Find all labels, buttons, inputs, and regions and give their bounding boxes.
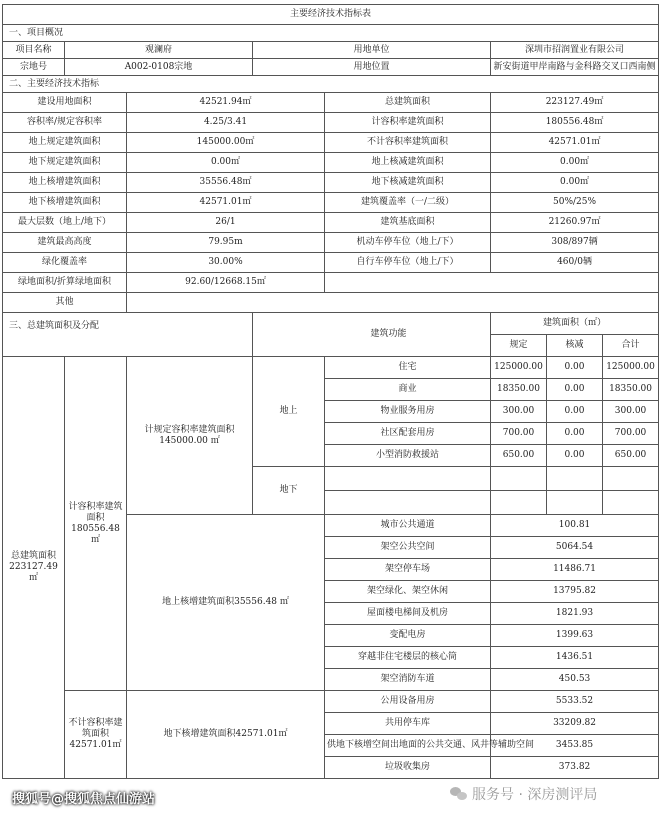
value-area: 5064.54 bbox=[491, 537, 659, 559]
value-area: 3453.85 bbox=[491, 735, 659, 757]
indicator-label: 自行车停车位（地上/下） bbox=[325, 253, 491, 273]
function-name: 供地下核增空间出地面的公共交通、风井等辅助空间 bbox=[325, 735, 491, 757]
col-header-total: 合计 bbox=[603, 335, 659, 357]
wechat-icon bbox=[450, 787, 468, 801]
indicator-label: 建筑覆盖率（一/二级） bbox=[325, 193, 491, 213]
value-deduct: 0.00 bbox=[547, 379, 603, 401]
function-name: 共用停车库 bbox=[325, 713, 491, 735]
function-name: 公用设备用房 bbox=[325, 691, 491, 713]
indicator-label: 建筑基底面积 bbox=[325, 213, 491, 233]
area-header: 建筑面积（㎡） bbox=[491, 313, 659, 335]
value-area: 11486.71 bbox=[491, 559, 659, 581]
function-name: 架空绿化、架空休闲 bbox=[325, 581, 491, 603]
function-name: 小型消防救援站 bbox=[325, 445, 491, 467]
indicator-value: 460/0辆 bbox=[491, 253, 659, 273]
land-location-value: 新安街道甲岸南路与金科路交叉口西南侧 bbox=[491, 59, 659, 76]
non-far-area-label: 不计容积率建筑面积 42571.01㎡ bbox=[65, 691, 127, 779]
watermark-right-text: 服务号 · 深房测评局 bbox=[472, 787, 598, 803]
far-area-label: 计容积率建筑面积 180556.48㎡ bbox=[65, 357, 127, 691]
function-name: 垃圾收集房 bbox=[325, 757, 491, 779]
other-label: 其他 bbox=[3, 293, 127, 313]
function-name: 穿越非住宅楼层的核心筒 bbox=[325, 647, 491, 669]
value-rule: 700.00 bbox=[491, 423, 547, 445]
green-area-value: 92.60/12668.15㎡ bbox=[127, 273, 325, 293]
value-deduct: 0.00 bbox=[547, 423, 603, 445]
function-name: 城市公共通道 bbox=[325, 515, 491, 537]
value-area: 13795.82 bbox=[491, 581, 659, 603]
value-area: 33209.82 bbox=[491, 713, 659, 735]
indicator-value: 42571.01㎡ bbox=[127, 193, 325, 213]
value-deduct: 0.00 bbox=[547, 401, 603, 423]
indicator-label: 地上规定建筑面积 bbox=[3, 133, 127, 153]
indicator-row bbox=[3, 93, 659, 113]
function-name: 架空停车场 bbox=[325, 559, 491, 581]
land-location-label: 用地位置 bbox=[253, 59, 491, 76]
below-ground-label: 地下 bbox=[253, 467, 325, 515]
project-name-value: 观澜府 bbox=[65, 42, 253, 59]
indicator-label: 不计容积率建筑面积 bbox=[325, 133, 491, 153]
value-total: 18350.00 bbox=[603, 379, 659, 401]
function-name: 商业 bbox=[325, 379, 491, 401]
value-area: 100.81 bbox=[491, 515, 659, 537]
indicator-row bbox=[3, 153, 659, 173]
indicator-value: 42571.01㎡ bbox=[491, 133, 659, 153]
indicator-row bbox=[3, 253, 659, 273]
land-unit-value: 深圳市招润置业有限公司 bbox=[491, 42, 659, 59]
value-total: 650.00 bbox=[603, 445, 659, 467]
value-rule: 125000.00 bbox=[491, 357, 547, 379]
value-rule: 300.00 bbox=[491, 401, 547, 423]
watermark-left: 搜狐号@搜狐焦点仙游站 bbox=[12, 792, 156, 807]
indicator-value: 50%/25% bbox=[491, 193, 659, 213]
indicator-value: 0.00㎡ bbox=[127, 153, 325, 173]
indicator-value: 0.00㎡ bbox=[491, 173, 659, 193]
value-area: 5533.52 bbox=[491, 691, 659, 713]
indicator-row bbox=[3, 233, 659, 253]
land-unit-label: 用地单位 bbox=[253, 42, 491, 59]
indicator-label: 地下核减建筑面积 bbox=[325, 173, 491, 193]
indicator-label: 地上核减建筑面积 bbox=[325, 153, 491, 173]
function-name: 物业服务用房 bbox=[325, 401, 491, 423]
col-header-rule: 规定 bbox=[491, 335, 547, 357]
indicator-label: 总建筑面积 bbox=[325, 93, 491, 113]
value-area: 1399.63 bbox=[491, 625, 659, 647]
watermark-right bbox=[450, 784, 597, 804]
section-1-heading: 一、项目概况 bbox=[3, 25, 659, 42]
function-name: 社区配套用房 bbox=[325, 423, 491, 445]
indicator-table bbox=[2, 4, 659, 779]
rule-area-label: 计规定容积率建筑面积 145000.00 ㎡ bbox=[127, 357, 253, 515]
table-title: 主要经济技术指标表 bbox=[3, 5, 659, 25]
indicator-value: 35556.48㎡ bbox=[127, 173, 325, 193]
value-deduct: 0.00 bbox=[547, 357, 603, 379]
distribution-row bbox=[3, 357, 659, 379]
value-area: 373.82 bbox=[491, 757, 659, 779]
function-name: 住宅 bbox=[325, 357, 491, 379]
lot-number-value: A002-0108宗地 bbox=[65, 59, 253, 76]
indicator-value: 79.95m bbox=[127, 233, 325, 253]
indicator-label: 地下规定建筑面积 bbox=[3, 153, 127, 173]
indicator-row bbox=[3, 213, 659, 233]
indicator-label: 最大层数（地上/地下） bbox=[3, 213, 127, 233]
indicator-label: 建筑最高高度 bbox=[3, 233, 127, 253]
indicator-value: 42521.94㎡ bbox=[127, 93, 325, 113]
indicator-label: 地上核增建筑面积 bbox=[3, 173, 127, 193]
add-below-label: 地下核增建筑面积42571.01㎡ bbox=[127, 691, 325, 779]
green-area-label: 绿地面积/折算绿地面积 bbox=[3, 273, 127, 293]
indicator-value: 223127.49㎡ bbox=[491, 93, 659, 113]
indicator-label: 绿化覆盖率 bbox=[3, 253, 127, 273]
distribution-row bbox=[3, 691, 659, 713]
function-name: 架空公共空间 bbox=[325, 537, 491, 559]
indicator-value: 30.00% bbox=[127, 253, 325, 273]
indicator-label: 建设用地面积 bbox=[3, 93, 127, 113]
function-name: 架空消防车道 bbox=[325, 669, 491, 691]
value-total: 125000.00 bbox=[603, 357, 659, 379]
indicator-value: 145000.00㎡ bbox=[127, 133, 325, 153]
indicator-value: 21260.97㎡ bbox=[491, 213, 659, 233]
indicator-label: 容积率/规定容积率 bbox=[3, 113, 127, 133]
lot-number-label: 宗地号 bbox=[3, 59, 65, 76]
col-header-deduct: 核减 bbox=[547, 335, 603, 357]
indicator-value: 0.00㎡ bbox=[491, 153, 659, 173]
value-total: 300.00 bbox=[603, 401, 659, 423]
value-area: 450.53 bbox=[491, 669, 659, 691]
add-above-label: 地上核增建筑面积35556.48 ㎡ bbox=[127, 515, 325, 691]
indicator-value: 4.25/3.41 bbox=[127, 113, 325, 133]
indicator-label: 地下核增建筑面积 bbox=[3, 193, 127, 213]
indicator-row bbox=[3, 113, 659, 133]
indicator-row bbox=[3, 173, 659, 193]
value-rule: 18350.00 bbox=[491, 379, 547, 401]
indicator-value: 26/1 bbox=[127, 213, 325, 233]
value-deduct: 0.00 bbox=[547, 445, 603, 467]
section-3-heading: 三、总建筑面积及分配 bbox=[3, 313, 253, 357]
indicator-value: 308/897辆 bbox=[491, 233, 659, 253]
value-area: 1821.93 bbox=[491, 603, 659, 625]
indicator-label: 计容积率建筑面积 bbox=[325, 113, 491, 133]
function-name: 屋面楼电梯间及机房 bbox=[325, 603, 491, 625]
function-header: 建筑功能 bbox=[371, 313, 491, 357]
indicator-row bbox=[3, 133, 659, 153]
total-area-label: 总建筑面积 223127.49㎡ bbox=[3, 357, 65, 779]
value-area: 1436.51 bbox=[491, 647, 659, 669]
value-total: 700.00 bbox=[603, 423, 659, 445]
above-ground-label: 地上 bbox=[253, 357, 325, 467]
value-rule: 650.00 bbox=[491, 445, 547, 467]
function-name: 变配电房 bbox=[325, 625, 491, 647]
section-2-heading: 二、主要经济技术指标 bbox=[3, 76, 659, 93]
indicator-label: 机动车停车位（地上/下） bbox=[325, 233, 491, 253]
indicator-row bbox=[3, 193, 659, 213]
indicator-value: 180556.48㎡ bbox=[491, 113, 659, 133]
project-name-label: 项目名称 bbox=[3, 42, 65, 59]
